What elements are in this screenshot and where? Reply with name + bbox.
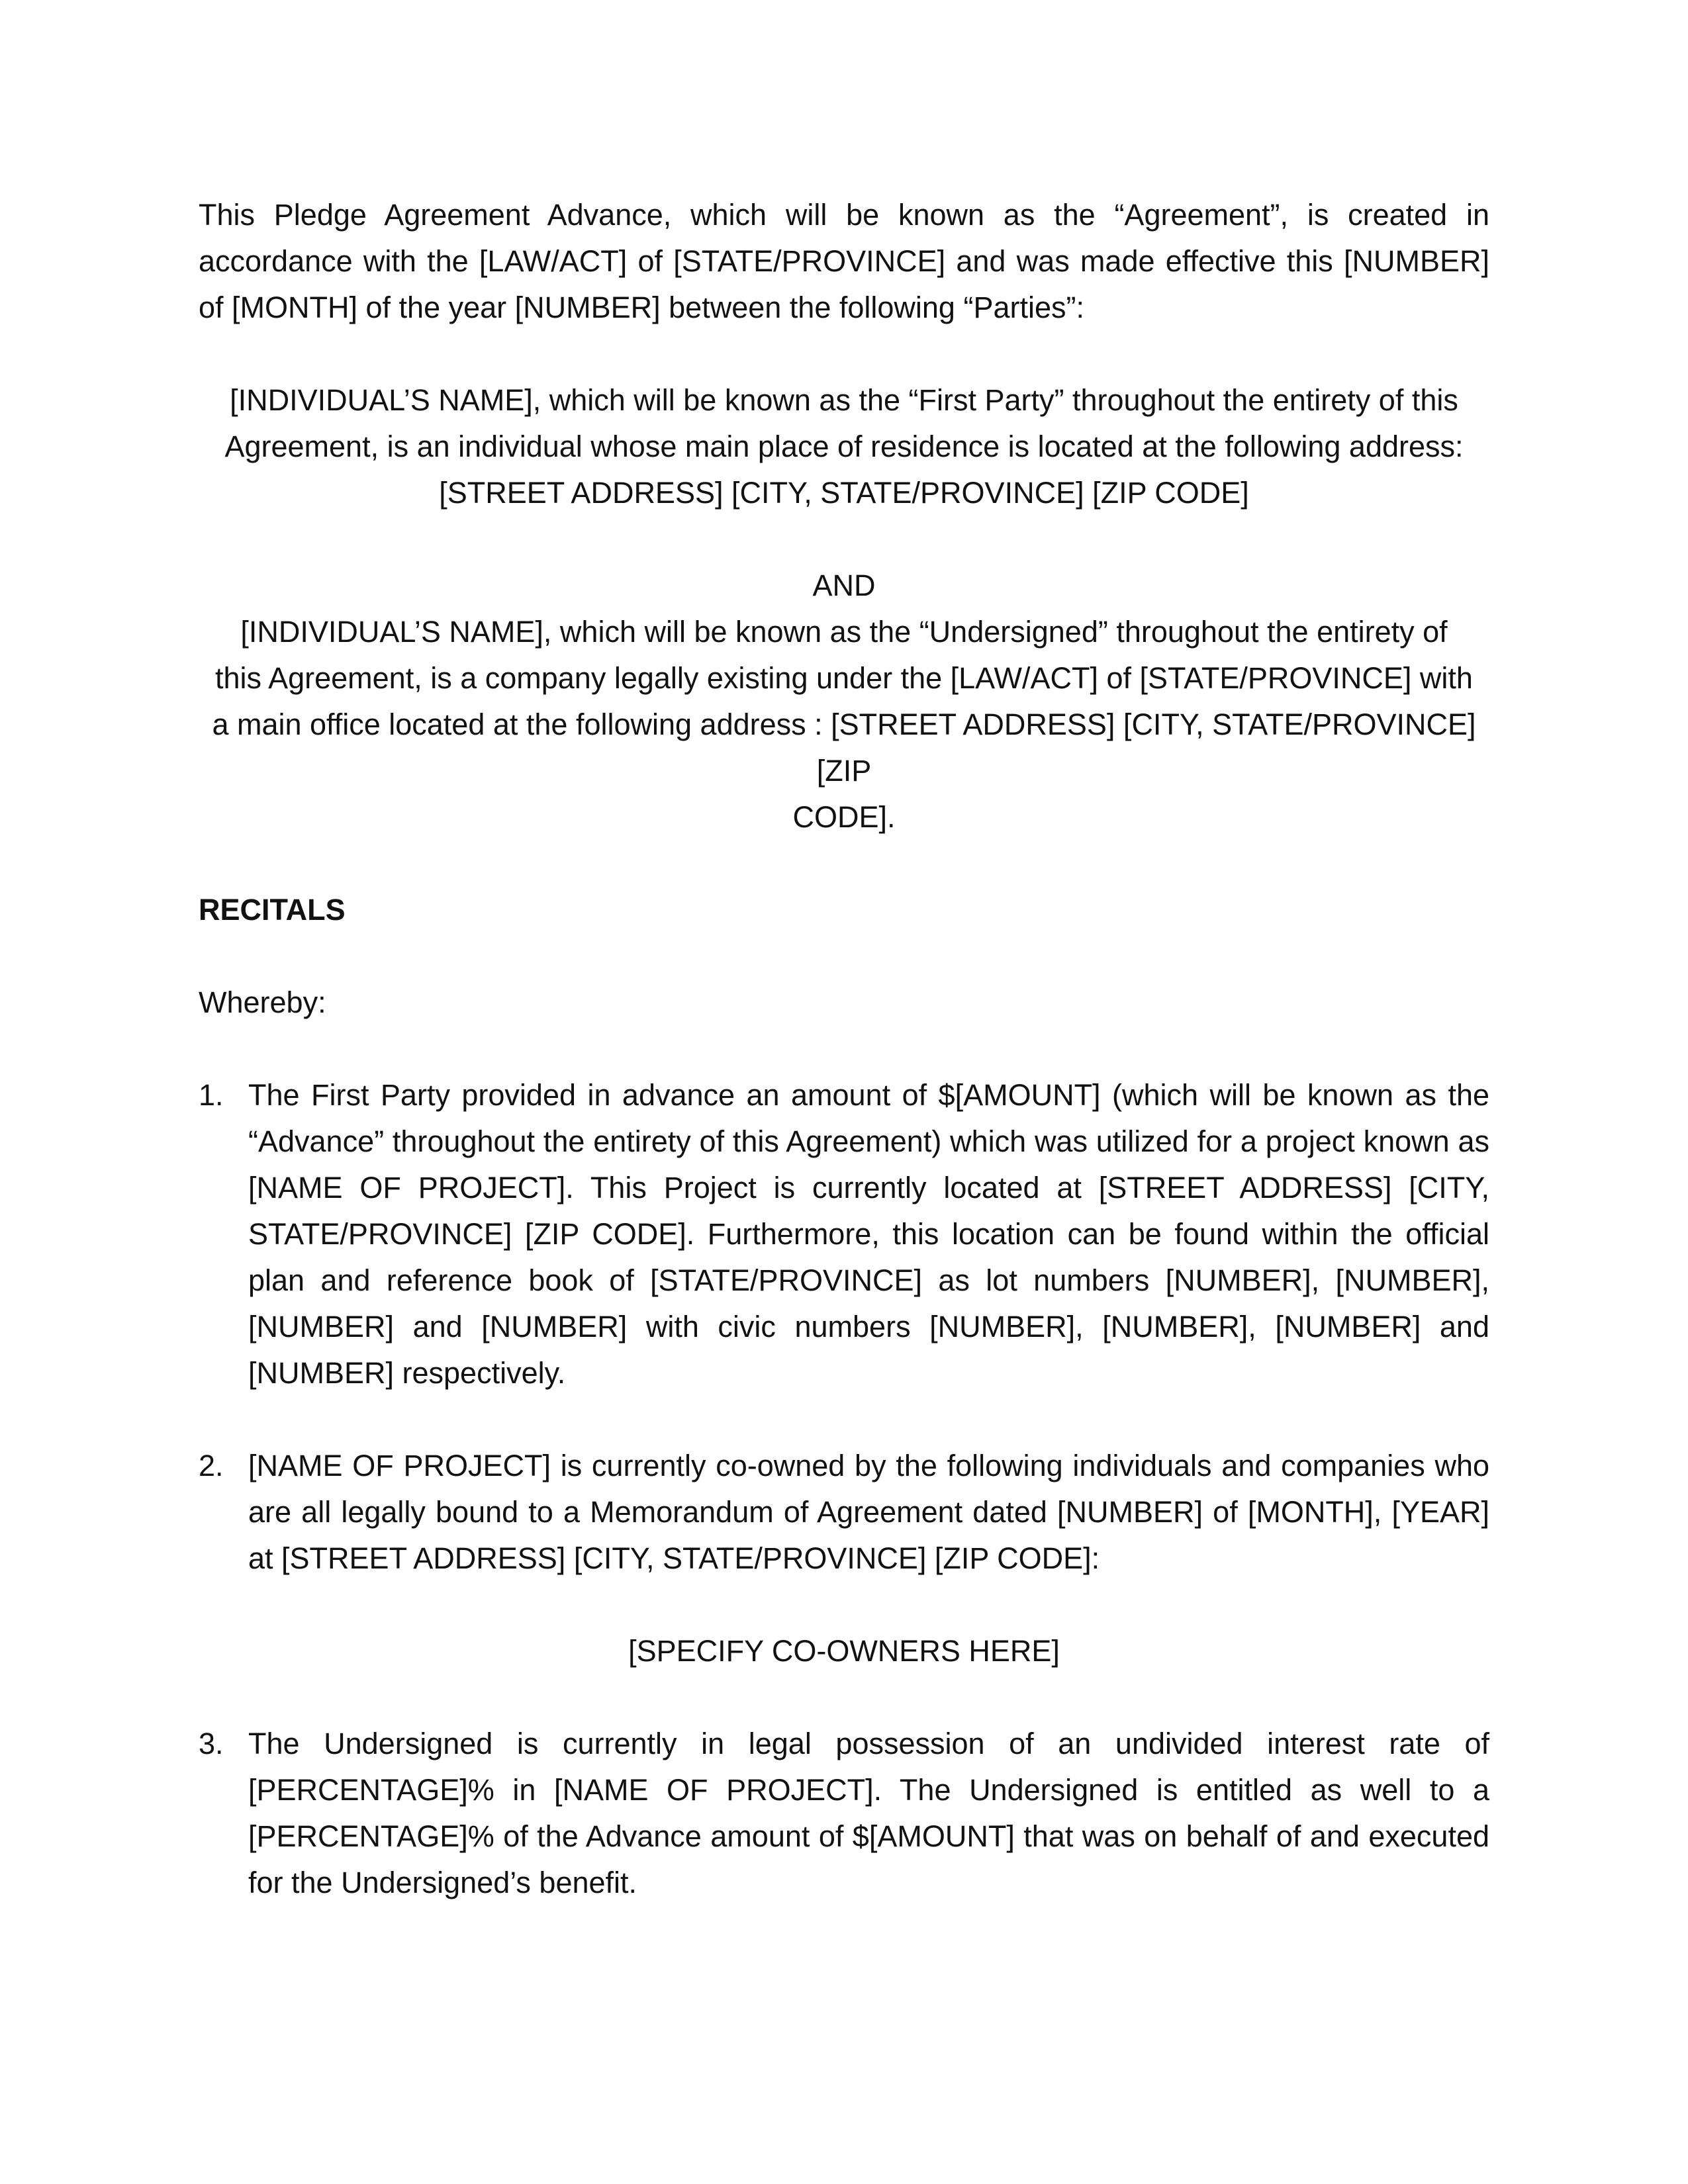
recital-item-2 xyxy=(199,1443,1489,1582)
undersigned-line-1: [INDIVIDUAL’S NAME], which will be known as the “Undersigned” throughout the entirety of xyxy=(240,615,1448,649)
undersigned-block xyxy=(199,609,1489,841)
and-separator: AND xyxy=(812,569,876,602)
recital-text: The First Party provided in advance an amount of $[AMOUNT] (which will be known as the “Advance” throughout the entirety of this Agreement) which was utilized for a project known as [NAME OF PROJECT]. This Project is currently located at [STREET ADDRESS] [CITY, STATE/PROVINCE] [ZIP CODE]. Furthermore, this location can be found within the official plan and reference book of [STATE/PROVINCE] as lot numbers [NUMBER], [NUMBER], [NUMBER] and [NUMBER] with civic numbers [NUMBER], [NUMBER], [NUMBER] and [NUMBER] respectively. xyxy=(248,1078,1489,1390)
first-party-line-1: [INDIVIDUAL’S NAME], which will be known as the “First Party” throughout the entirety of this xyxy=(230,383,1458,417)
first-party-address: [STREET ADDRESS] [CITY, STATE/PROVINCE] [ZIP CODE] xyxy=(439,476,1249,510)
undersigned-line-3: a main office located at the following address : [STREET ADDRESS] [CITY, STATE/PROVINCE] [ZIP xyxy=(212,707,1476,788)
recital-number: 1. xyxy=(199,1078,224,1112)
recitals-list xyxy=(199,1072,1489,1582)
intro-paragraph: This Pledge Agreement Advance, which will be known as the “Agreement”, is created in accordance with the [LAW/ACT] of [STATE/PROVINCE] and was made effective this [NUMBER] of [MONTH] of the year [NUMBER] between the following “Parties”: xyxy=(199,198,1489,324)
whereby-label: Whereby: xyxy=(199,985,326,1019)
undersigned-line-2: this Agreement, is a company legally existing under the [LAW/ACT] of [STATE/PROVINCE] with xyxy=(215,661,1473,695)
recital-number: 2. xyxy=(199,1449,224,1482)
recital-text: [NAME OF PROJECT] is currently co-owned by the following individuals and companies who are all legally bound to a Memorandum of Agreement dated [NUMBER] of [MONTH], [YEAR] at [STREET ADDRESS] [CITY, STATE/PROVINCE] [ZIP CODE]: xyxy=(248,1449,1489,1575)
recital-text: The Undersigned is currently in legal possession of an undivided interest rate of [PERCENTAGE]% in [NAME OF PROJECT]. The Undersigned is entitled as well to a [PERCENTAGE]% of the Advance amount of $[AMOUNT] that was on behalf of and executed for the Undersigned’s benefit. xyxy=(248,1727,1489,1899)
recital-item-3 xyxy=(199,1721,1489,1906)
recitals-list-continued xyxy=(199,1721,1489,1906)
first-party-block xyxy=(199,377,1489,516)
undersigned-line-4: CODE]. xyxy=(792,800,896,834)
co-owners-placeholder: [SPECIFY CO-OWNERS HERE] xyxy=(628,1634,1060,1668)
recital-number: 3. xyxy=(199,1727,224,1760)
first-party-line-2: Agreement, is an individual whose main place of residence is located at the following address: xyxy=(224,430,1464,463)
document-page xyxy=(199,192,1489,1906)
recital-item-1 xyxy=(199,1072,1489,1396)
recitals-heading: RECITALS xyxy=(199,893,346,927)
